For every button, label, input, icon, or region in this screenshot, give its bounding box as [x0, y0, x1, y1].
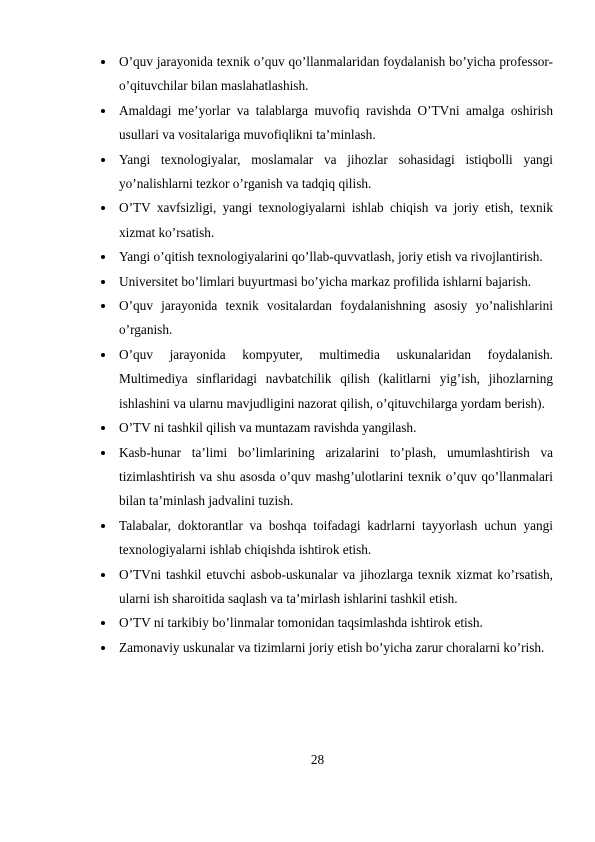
list-item	[101, 563, 553, 612]
bullet-icon	[101, 426, 105, 430]
list-item-text: O’quv jarayonida texnik o’quv qo’llanmalaridan foydalanish bo’yicha professor-o’qituvchilar bilan maslahatlashish.	[119, 54, 553, 94]
list-item	[101, 196, 553, 245]
list-item-text: O’TV ni tashkil qilish va muntazam ravishda yangilash.	[119, 420, 417, 436]
list-item-text: O’quv jarayonida texnik vositalardan foydalanishning asosiy yo’nalishlarini o’rganish.	[119, 298, 553, 338]
list-item	[101, 416, 553, 440]
bullet-icon	[101, 524, 105, 528]
bullet-icon	[101, 573, 105, 577]
bullet-icon	[101, 451, 105, 455]
bullet-icon	[101, 621, 105, 625]
list-item-text: Yangi texnologiyalar, moslamalar va jihozlar sohasidagi istiqbolli yangi yo’nalishlarni tezkor o’rganish va tadqiq qilish.	[119, 151, 553, 192]
list-item-text: Zamonaviy uskunalar va tizimlarni joriy etish bo’yicha zarur choralarni ko’rish.	[119, 639, 545, 655]
list-item	[101, 514, 553, 563]
list-item	[101, 148, 553, 197]
list-item	[101, 294, 553, 343]
bullet-icon	[101, 280, 105, 284]
list-item	[101, 270, 553, 294]
list-item-text: Kasb-hunar ta’limi bo’limlarining arizalarini to’plash, umumlashtirish va tizimlashtirish va shu asosda o’quv mashg’ulotlarini texnik o’quv qo’llanmalari bilan ta’minlash jadvalini tuzish.	[119, 444, 553, 509]
list-item	[101, 611, 553, 635]
bullet-icon	[101, 109, 105, 113]
list-item-text: Talabalar, doktorantlar va boshqa toifadagi kadrlarni tayyorlash uchun yangi texnologiyalarni ishlab chiqishda ishtirok etish.	[119, 517, 553, 558]
bullet-icon	[101, 206, 105, 210]
bullet-icon	[101, 255, 105, 259]
bullet-icon	[101, 158, 105, 162]
list-item-text: O’TVni tashkil etuvchi asbob-uskunalar va jihozlarga texnik xizmat ko’rsatish, ularni ish sharoitida saqlash va ta’mirlash ishlarini tashkil etish.	[119, 566, 553, 606]
bullet-icon	[101, 646, 105, 650]
list-item-text: Universitet bo’limlari buyurtmasi bo’yicha markaz profilida ishlarni bajarish.	[119, 273, 532, 289]
bullet-list	[101, 50, 553, 660]
list-item-text: O’TV xavfsizligi, yangi texnologiyalarni ishlab chiqish va joriy etish, texnik xizmat ko’rsatish.	[119, 200, 553, 240]
list-item-text: O’quv jarayonida kompyuter, multimedia uskunalaridan foydalanish. Multimediya sinflaridagi navbatchilik qilish (kalitlarni yig’ish, jihozlarning ishlashini va ularnu mavjudligini nazorat qilish, o’qituvchilarga yordam berish).	[119, 346, 553, 411]
list-item	[101, 636, 553, 660]
list-item	[101, 441, 553, 514]
list-item	[101, 50, 553, 99]
list-item	[101, 245, 553, 269]
bullet-icon	[101, 353, 105, 357]
list-item-text: Amaldagi me’yorlar va talablarga muvofiq ravishda O’TVni amalga oshirish usullari va vositalariga muvofiqlikni ta’minlash.	[119, 102, 553, 143]
list-item-text: Yangi o’qitish texnologiyalarini qo’llab-quvvatlash, joriy etish va rivojlantirish.	[119, 249, 543, 265]
list-item	[101, 99, 553, 148]
page-number: 28	[310, 752, 325, 767]
list-item	[101, 343, 553, 416]
bullet-icon	[101, 304, 105, 308]
list-item-text: O’TV ni tarkibiy bo’linmalar tomonidan taqsimlashda ishtirok etish.	[119, 615, 483, 631]
bullet-icon	[101, 60, 105, 64]
